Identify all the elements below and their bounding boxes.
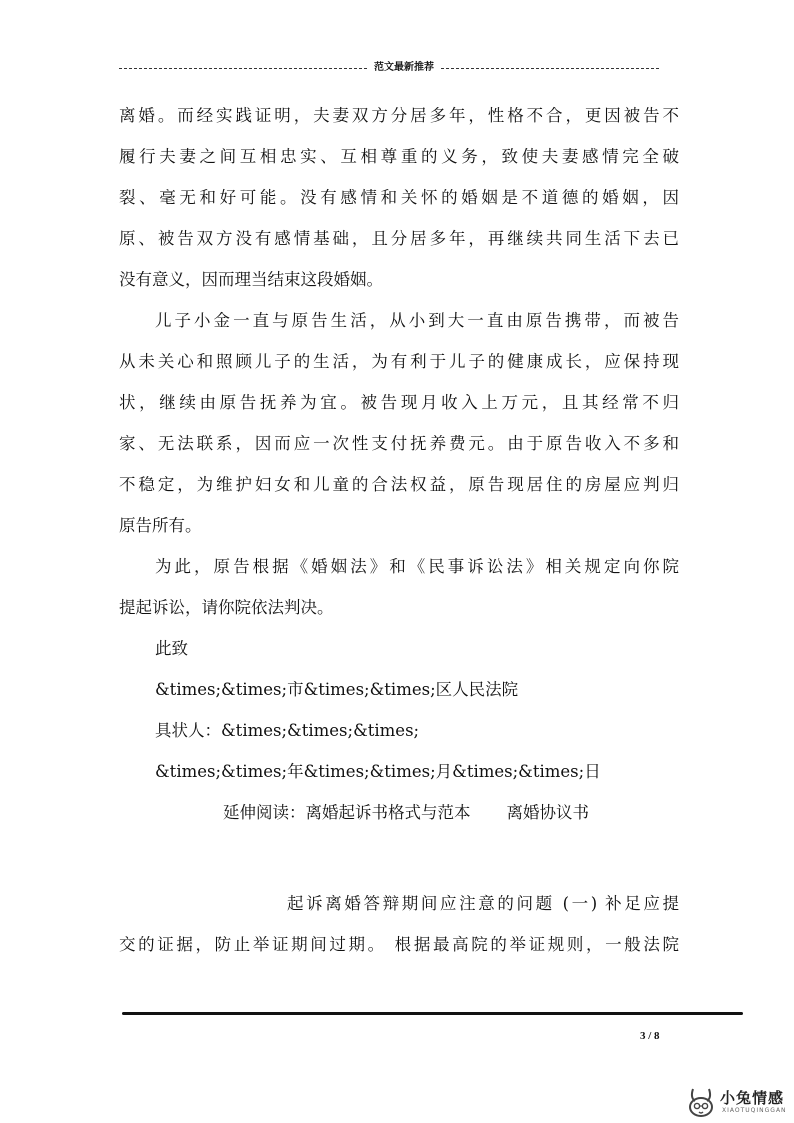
date-line: &times;&times;年&times;&times;月&times;&times;日 (155, 762, 601, 781)
page-header (119, 60, 659, 76)
text-line: 状，继续由原告抚养为宜。被告现月收入上万元，且其经常不归 (119, 393, 679, 412)
text-line: 交的证据，防止举证期间过期。 根据最高院的举证规则，一般法院 (119, 935, 679, 954)
related-link-agreement[interactable]: 离婚协议书 (506, 803, 589, 822)
spacer (119, 833, 679, 883)
page-number: 3 / 8 (640, 1030, 660, 1042)
document-body (119, 95, 679, 965)
text-line: 没有意义，因而理当结束这段婚姻。 (119, 270, 383, 289)
footer-rule (122, 1011, 743, 1016)
plaintiff-line: 具状人：&times;&times;&times; (155, 721, 420, 740)
text-line: 提起诉讼，请你院依法判决。 (119, 598, 334, 617)
text-line: 原告所有。 (119, 516, 202, 535)
watermark (684, 1085, 789, 1119)
text-line: 为此，原告根据《婚姻法》和《民事诉讼法》相关规定向你院 (155, 557, 679, 576)
watermark-brand: 小兔情感 (720, 1089, 785, 1107)
text-line: 从未关心和照顾儿子的生活，为有利于儿子的健康成长，应保持现 (119, 352, 679, 371)
court-name: &times;&times;市&times;&times;区人民法院 (155, 680, 519, 699)
related-link-format[interactable]: 延伸阅读：离婚起诉书格式与范本 (223, 803, 471, 822)
text-line: 原、被告双方没有感情基础，且分居多年，再继续共同生活下去已 (119, 229, 679, 248)
header-dashed-rule-right (441, 68, 659, 69)
related-reading (119, 792, 679, 833)
rabbit-logo-icon (684, 1085, 718, 1119)
header-dashed-rule-left (119, 68, 367, 69)
text-line: 裂、毫无和好可能。没有感情和关怀的婚姻是不道德的婚姻，因 (119, 188, 679, 207)
text-line: 离婚。而经实践证明，夫妻双方分居多年，性格不合，更因被告不 (119, 106, 679, 125)
watermark-subtitle: XIAOTUQINGGAN (722, 1107, 787, 1114)
text-line: 儿子小金一直与原告生活，从小到大一直由原告携带，而被告 (155, 311, 679, 330)
text-line: 家、无法联系，因而应一次性支付抚养费元。由于原告收入不多和 (119, 434, 679, 453)
header-title: 范文最新推荐 (374, 62, 434, 73)
salutation: 此致 (155, 639, 188, 658)
text-line: 履行夫妻之间互相忠实、互相尊重的义务，致使夫妻感情完全破 (119, 147, 679, 166)
text-line: 起诉离婚答辩期间应注意的问题 (一) 补足应提 (287, 894, 679, 913)
text-line: 不稳定，为维护妇女和儿童的合法权益，原告现居住的房屋应判归 (119, 475, 679, 494)
